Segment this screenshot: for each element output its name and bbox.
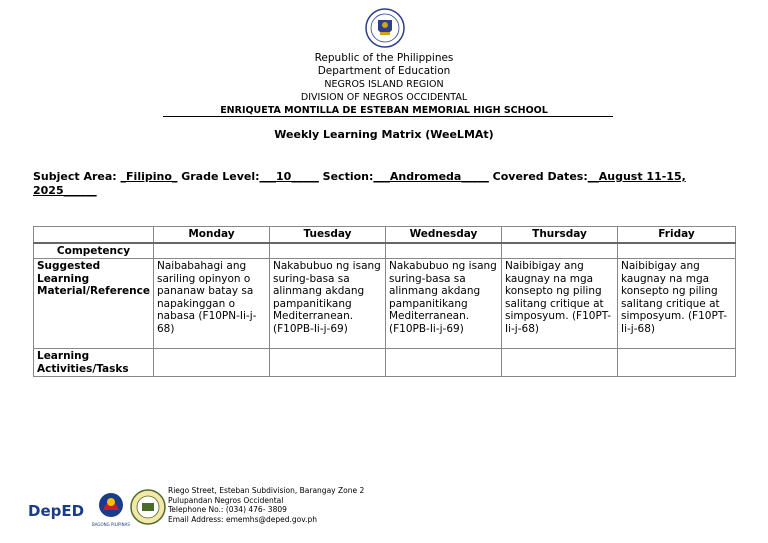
table-cell <box>154 243 270 259</box>
subject-meta <box>33 170 733 198</box>
table-cell: Naibibigay ang kaugnay na mga konsepto ng piling salitang critique at simposyum. (F10PT-Ii-j-68) <box>618 259 736 349</box>
footer-logos <box>28 488 168 528</box>
table-cell <box>502 243 618 259</box>
table-cell <box>502 349 618 377</box>
row-label-learning: Learning Activities/Tasks <box>34 349 154 377</box>
email-line: Email Address: ememhs@deped.gov.ph <box>168 514 317 524</box>
header-rule <box>163 116 613 117</box>
table-cell: Nakabubuo ng isang suring-basa sa alinmang akdang pampanitikang Mediterranean. (F10PB-Ii-j-69) <box>270 259 386 349</box>
address-line: Riego Street, Esteban Subdivision, Barangay Zone 2 <box>168 486 365 495</box>
column-header-monday: Monday <box>154 227 270 243</box>
dates-value: __August 11-15, 2025______ <box>33 170 686 197</box>
section-label: Section: <box>318 170 374 183</box>
table-cell <box>386 349 502 377</box>
dates-label: Covered Dates: <box>488 170 588 183</box>
table-cell <box>270 243 386 259</box>
table-cell: Nakabubuo ng isang suring-basa sa alinmang akdang pampanitikang Mediterranean. (F10PB-Ii-j-69) <box>386 259 502 349</box>
school-name: ENRIQUETA MONTILLA DE ESTEBAN MEMORIAL HIGH SCHOOL <box>220 105 548 116</box>
header-line: DIVISION OF NEGROS OCCIDENTAL <box>300 92 468 103</box>
deped-seal-icon <box>365 8 405 48</box>
school-seal-icon <box>131 490 165 524</box>
table-cell <box>386 243 502 259</box>
address-line: Pulupandan Negros Occidental <box>168 495 284 505</box>
document-title: Weekly Learning Matrix (WeeLMAt) <box>274 128 494 141</box>
deped-logo-text: DepED <box>28 502 85 520</box>
table-cell: Naibibigay ang kaugnay na mga konsepto ng piling salitang critique at simposyum. (F10PT-Ii-j-68) <box>502 259 618 349</box>
column-header-thursday: Thursday <box>502 227 618 243</box>
learning-matrix-table <box>33 226 736 377</box>
letterhead <box>0 52 768 117</box>
table-cell <box>618 349 736 377</box>
table-cell <box>270 349 386 377</box>
school-address <box>168 486 364 524</box>
table-row-competency <box>34 243 736 259</box>
column-header-tuesday: Tuesday <box>270 227 386 243</box>
deped-logo-icon <box>28 502 84 520</box>
bagong-pilipinas-logo-icon <box>92 493 130 527</box>
column-header <box>34 227 154 243</box>
grade-label: Grade Level: <box>177 170 260 183</box>
header-line: NEGROS ISLAND REGION <box>324 79 444 90</box>
row-label-competency: Competency <box>34 243 154 259</box>
grade-value: ___10_____ <box>259 170 319 183</box>
header-line: Republic of the Philippines <box>314 52 454 64</box>
table-row-suggested <box>34 259 736 349</box>
table-cell: Naibabahagi ang sariling opinyon o pananaw batay sa napakinggan o nabasa (F10PN-Ii-j-68) <box>154 259 270 349</box>
bagong-pilipinas-caption: BAGONG PILIPINAS <box>92 522 130 527</box>
subject-value: _Filipino_ <box>120 170 178 183</box>
row-label-suggested: Suggested Learning Material/Reference <box>34 259 154 349</box>
table-header-row <box>34 227 736 243</box>
header-line: Department of Education <box>317 65 451 77</box>
column-header-wednesday: Wednesday <box>386 227 502 243</box>
column-header-friday: Friday <box>618 227 736 243</box>
telephone-line: Telephone No.: (034) 476- 3809 <box>168 505 287 514</box>
subject-label: Subject Area: <box>33 170 121 183</box>
section-value: ___Andromeda_____ <box>373 170 489 183</box>
table-cell <box>618 243 736 259</box>
table-row-learning <box>34 349 736 377</box>
table-cell <box>154 349 270 377</box>
